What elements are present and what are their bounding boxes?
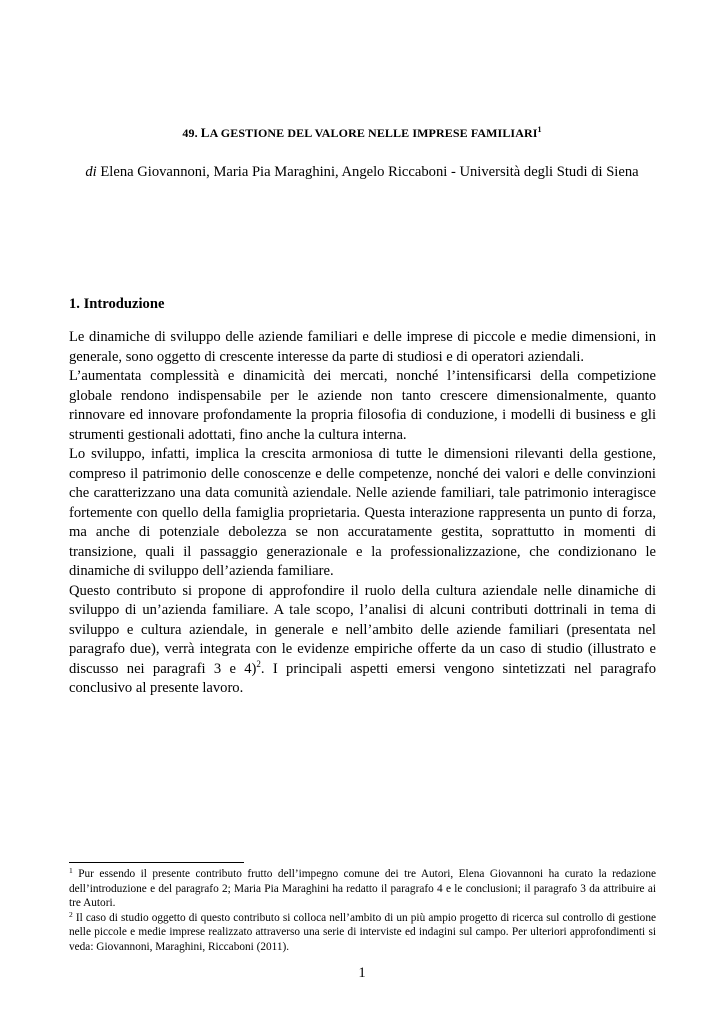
footnote-number: 1 [69, 866, 73, 875]
footnote-divider [69, 862, 244, 863]
authors-prefix: di [85, 164, 97, 180]
paragraph [69, 582, 656, 699]
author-line [0, 164, 724, 181]
title-number: 49. [182, 126, 198, 140]
footnote-text: Pur essendo il presente contributo frutto dell’impegno comune dei tre Autori, Elena Giovannoni ha curato la redazione dell’introduzione e del paragrafo 2; Maria Pia Maraghini ha redatto il paragrafo 4 e le conclusioni; il paragrafo 3 da attribuire ai tre Autori. [69, 868, 656, 910]
title-text: A GESTIONE DEL VALORE NELLE IMPRESE FAMILIARI [209, 126, 538, 140]
footnote [69, 911, 656, 955]
footnote [69, 867, 656, 911]
paragraph-text: Questo contributo si propone di approfondire il ruolo della cultura aziendale nelle dinamiche di sviluppo di un’azienda familiare. A tale scopo, l’analisi di alcuni contributi dottrinali in tema di sviluppo e cultura aziendale, in generale e nell’ambito delle aziende familiari (presentata nel paragrafo due), verrà integrata con le evidenze empiriche offerte da un caso di studio (illustrato e discusso nei paragrafi 3 e 4) [69, 582, 656, 677]
authors-names: Elena Giovannoni, Maria Pia Maraghini, Angelo Riccaboni - Università degli Studi di Siena [100, 164, 639, 180]
section-heading: 1. Introduzione [69, 296, 165, 312]
page-number: 1 [358, 965, 366, 981]
footnote-text: Il caso di studio oggetto di questo contributo si colloca nell’ambito di un più ampio progetto di ricerca sul controllo di gestione nelle piccole e medie imprese realizzato attraverso una serie di interviste ed indagini sul campo. Per ulteriori approfondimenti si veda: Giovannoni, Maraghini, Riccaboni (2011). [69, 911, 656, 953]
paragraph: L’aumentata complessità e dinamicità dei mercati, nonché l’intensificarsi della competizione globale rendono indispensabile per le aziende non tanto crescere dimensionalmente, quanto rinnovare ed innovare profondamente la propria filosofia di conduzione, i modelli di business e gli strumenti gestionali adottati, fino anche la cultura interna. [69, 368, 656, 443]
paragraph-text: . I principali aspetti emersi vengono sintetizzati nel paragrafo conclusivo al presente lavoro. [69, 660, 656, 696]
paragraph: Lo sviluppo, infatti, implica la crescita armoniosa di tutte le dimensioni rilevanti della gestione, compreso il patrimonio delle conoscenze e delle competenze, nonché dei valori e delle convinzioni che caratterizzano una data comunità aziendale. Nelle aziende familiari, tale patrimonio interagisce fortemente con quello della famiglia proprietaria. Questa interazione rappresenta un punto di forza, ma anche di potenziale debolezza se non accuratamente gestita, soprattutto in momenti di transizione, quali il passaggio generazionale e la professionalizzazione, che condizionano le dinamiche di sviluppo dell’azienda familiare. [69, 446, 656, 579]
footnote-marker: 2 [256, 658, 261, 669]
title-footnote-marker: 1 [537, 125, 542, 134]
footnote-number: 2 [69, 909, 73, 919]
footnotes [69, 867, 656, 955]
paragraph: Le dinamiche di sviluppo delle aziende familiari e delle imprese di piccole e medie dimensioni, in generale, sono oggetto di crescente interesse da parte di studiosi e di operatori aziendali. [69, 329, 656, 365]
title-initial: L [200, 125, 210, 140]
paper-title [0, 125, 724, 141]
section-body [69, 328, 656, 699]
